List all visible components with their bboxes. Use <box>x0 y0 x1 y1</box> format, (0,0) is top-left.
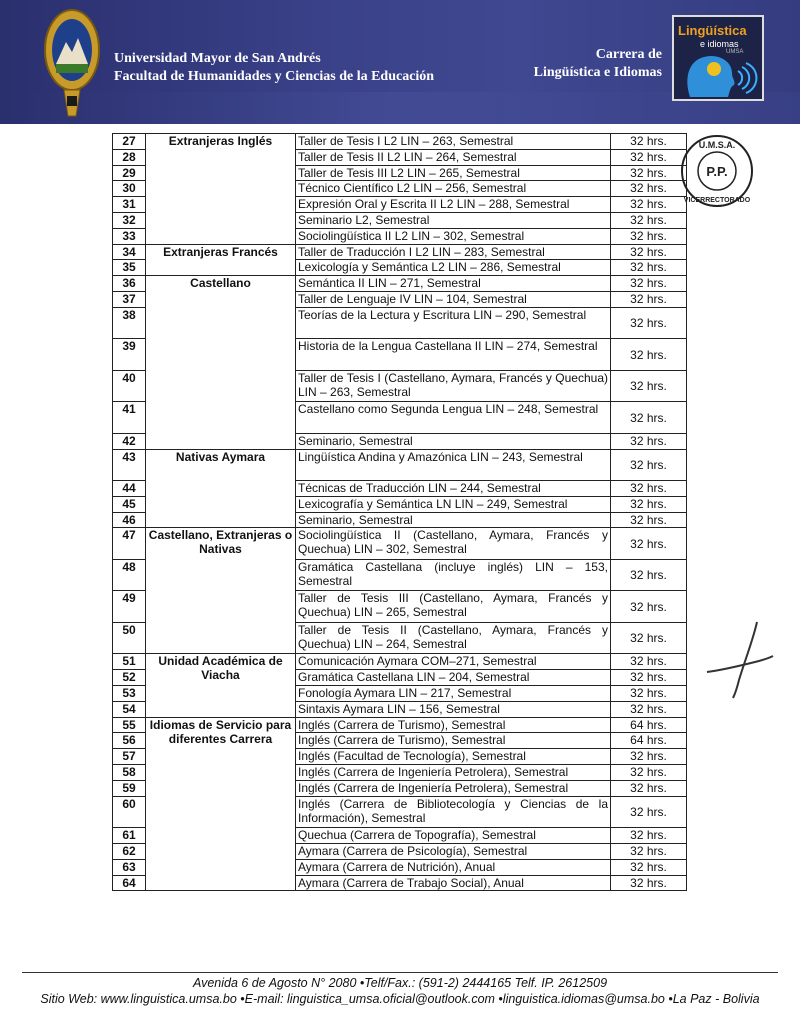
career-name-block <box>534 46 662 82</box>
logo-title: Lingüística <box>678 23 747 38</box>
course-name: Sociolingüística II (Castellano, Aymara, Francés y Quechua) LIN – 302, Semestral <box>296 528 611 560</box>
university-name: Universidad Mayor de San Andrés <box>114 51 321 66</box>
hours-value: 32 hrs. <box>611 780 687 796</box>
row-number: 40 <box>113 370 146 402</box>
row-number: 32 <box>113 212 146 228</box>
svg-text:VICERRECTORADO: VICERRECTORADO <box>683 197 751 204</box>
row-number: 51 <box>113 654 146 670</box>
table-row <box>113 717 687 733</box>
faculty-name: Facultad de Humanidades y Ciencias de la Educación <box>114 69 435 84</box>
hours-value: 32 hrs. <box>611 622 687 654</box>
hours-value: 32 hrs. <box>611 260 687 276</box>
row-number: 38 <box>113 307 146 339</box>
row-number: 39 <box>113 339 146 371</box>
row-number: 64 <box>113 875 146 891</box>
course-name: Lexicología y Semántica L2 LIN – 286, Semestral <box>296 260 611 276</box>
course-name: Inglés (Facultad de Tecnología), Semestral <box>296 749 611 765</box>
row-number: 53 <box>113 686 146 702</box>
row-number: 48 <box>113 559 146 591</box>
row-number: 60 <box>113 796 146 828</box>
hours-value: 32 hrs. <box>611 796 687 828</box>
table-row <box>113 244 687 260</box>
course-name: Seminario L2, Semestral <box>296 212 611 228</box>
svg-text:P.P.: P.P. <box>706 164 728 179</box>
row-number: 37 <box>113 291 146 307</box>
course-table-body <box>113 134 687 891</box>
course-name: Inglés (Carrera de Turismo), Semestral <box>296 717 611 733</box>
university-name-block <box>114 50 434 86</box>
course-name: Expresión Oral y Escrita II L2 LIN – 288, Semestral <box>296 197 611 213</box>
course-name: Gramática Castellana LIN – 204, Semestral <box>296 670 611 686</box>
row-number: 28 <box>113 149 146 165</box>
course-name: Seminario, Semestral <box>296 433 611 449</box>
row-number: 57 <box>113 749 146 765</box>
hours-value: 32 hrs. <box>611 843 687 859</box>
hours-value: 32 hrs. <box>611 481 687 497</box>
hours-value: 64 hrs. <box>611 733 687 749</box>
hours-value: 32 hrs. <box>611 433 687 449</box>
row-number: 56 <box>113 733 146 749</box>
group-label: Extranjeras Inglés <box>146 134 296 245</box>
row-number: 44 <box>113 481 146 497</box>
group-label: Castellano, Extranjeras o Nativas <box>146 528 296 654</box>
course-name: Sociolingüística II L2 LIN – 302, Semestral <box>296 228 611 244</box>
logo-subtitle: e idiomas <box>700 39 739 49</box>
row-number: 30 <box>113 181 146 197</box>
hours-value: 32 hrs. <box>611 559 687 591</box>
group-label: Unidad Académica de Viacha <box>146 654 296 717</box>
course-name: Aymara (Carrera de Nutrición), Anual <box>296 859 611 875</box>
hours-value: 32 hrs. <box>611 875 687 891</box>
row-number: 47 <box>113 528 146 560</box>
hours-value: 32 hrs. <box>611 859 687 875</box>
course-name: Quechua (Carrera de Topografía), Semestral <box>296 828 611 844</box>
logo-small-text: UMSA <box>726 49 744 55</box>
hours-value: 32 hrs. <box>611 228 687 244</box>
course-name: Taller de Traducción I L2 LIN – 283, Semestral <box>296 244 611 260</box>
course-name: Taller de Tesis II L2 LIN – 264, Semestral <box>296 149 611 165</box>
hours-value: 32 hrs. <box>611 749 687 765</box>
group-label: Nativas Aymara <box>146 449 296 528</box>
course-name: Inglés (Carrera de Bibliotecología y Ciencias de la Información), Semestral <box>296 796 611 828</box>
row-number: 36 <box>113 276 146 292</box>
course-name: Aymara (Carrera de Psicología), Semestral <box>296 843 611 859</box>
hours-value: 32 hrs. <box>611 828 687 844</box>
course-name: Semántica II LIN – 271, Semestral <box>296 276 611 292</box>
course-name: Taller de Tesis I L2 LIN – 263, Semestral <box>296 134 611 150</box>
official-stamp <box>678 132 756 210</box>
hours-value: 32 hrs. <box>611 339 687 371</box>
row-number: 43 <box>113 449 146 481</box>
hours-value: 32 hrs. <box>611 528 687 560</box>
university-crest-icon <box>42 6 102 118</box>
group-label: Castellano <box>146 276 296 449</box>
course-name: Lexicografía y Semántica LN LIN – 249, Semestral <box>296 496 611 512</box>
course-name: Taller de Lenguaje IV LIN – 104, Semestral <box>296 291 611 307</box>
hours-value: 32 hrs. <box>611 291 687 307</box>
svg-text:U.M.S.A.: U.M.S.A. <box>698 140 736 150</box>
group-label: Extranjeras Francés <box>146 244 296 276</box>
row-number: 34 <box>113 244 146 260</box>
table-row <box>113 654 687 670</box>
course-table <box>112 133 687 891</box>
row-number: 46 <box>113 512 146 528</box>
hours-value: 32 hrs. <box>611 670 687 686</box>
hours-value: 32 hrs. <box>611 307 687 339</box>
course-name: Inglés (Carrera de Ingeniería Petrolera), Semestral <box>296 765 611 781</box>
course-name: Taller de Tesis III (Castellano, Aymara, Francés y Quechua) LIN – 265, Semestral <box>296 591 611 623</box>
course-name: Técnicas de Traducción LIN – 244, Semestral <box>296 481 611 497</box>
course-name: Inglés (Carrera de Turismo), Semestral <box>296 733 611 749</box>
row-number: 42 <box>113 433 146 449</box>
course-name: Seminario, Semestral <box>296 512 611 528</box>
hours-value: 32 hrs. <box>611 701 687 717</box>
hours-value: 32 hrs. <box>611 134 687 150</box>
hours-value: 32 hrs. <box>611 197 687 213</box>
row-number: 33 <box>113 228 146 244</box>
hours-value: 32 hrs. <box>611 276 687 292</box>
hours-value: 32 hrs. <box>611 591 687 623</box>
row-number: 50 <box>113 622 146 654</box>
course-name: Sintaxis Aymara LIN – 156, Semestral <box>296 701 611 717</box>
footer-address: Avenida 6 de Agosto N° 2080 •Telf/Fax.: (591-2) 2444165 Telf. IP. 2612509 <box>192 976 608 990</box>
row-number: 45 <box>113 496 146 512</box>
row-number: 62 <box>113 843 146 859</box>
table-row <box>113 528 687 560</box>
course-name: Gramática Castellana (incluye inglés) LIN – 153, Semestral <box>296 559 611 591</box>
course-name: Taller de Tesis III L2 LIN – 265, Semestral <box>296 165 611 181</box>
group-label: Idiomas de Servicio para diferentes Carrera <box>146 717 296 891</box>
row-number: 58 <box>113 765 146 781</box>
table-row <box>113 276 687 292</box>
course-name: Comunicación Aymara COM–271, Semestral <box>296 654 611 670</box>
course-name: Teorías de la Lectura y Escritura LIN – 290, Semestral <box>296 307 611 339</box>
footer-web: Sitio Web: www.linguistica.umsa.bo •E-mail: linguistica_umsa.oficial@outlook.com •linguistica.idiomas@umsa.bo •La Paz - Bolivia <box>40 992 760 1006</box>
row-number: 63 <box>113 859 146 875</box>
row-number: 35 <box>113 260 146 276</box>
row-number: 27 <box>113 134 146 150</box>
hours-value: 32 hrs. <box>611 402 687 434</box>
hours-value: 32 hrs. <box>611 244 687 260</box>
course-name: Historia de la Lengua Castellana II LIN – 274, Semestral <box>296 339 611 371</box>
hours-value: 32 hrs. <box>611 212 687 228</box>
hours-value: 32 hrs. <box>611 654 687 670</box>
hours-value: 32 hrs. <box>611 370 687 402</box>
course-name: Fonología Aymara LIN – 217, Semestral <box>296 686 611 702</box>
row-number: 59 <box>113 780 146 796</box>
career-line-2: Lingüística e Idiomas <box>533 65 662 80</box>
hours-value: 32 hrs. <box>611 686 687 702</box>
row-number: 61 <box>113 828 146 844</box>
hours-value: 32 hrs. <box>611 165 687 181</box>
row-number: 54 <box>113 701 146 717</box>
course-name: Inglés (Carrera de Ingeniería Petrolera), Semestral <box>296 780 611 796</box>
row-number: 41 <box>113 402 146 434</box>
course-name: Aymara (Carrera de Trabajo Social), Anual <box>296 875 611 891</box>
table-row <box>113 449 687 481</box>
row-number: 29 <box>113 165 146 181</box>
table-row <box>113 134 687 150</box>
row-number: 49 <box>113 591 146 623</box>
row-number: 52 <box>113 670 146 686</box>
course-name: Taller de Tesis II (Castellano, Aymara, Francés y Quechua) LIN – 264, Semestral <box>296 622 611 654</box>
hours-value: 32 hrs. <box>611 765 687 781</box>
hours-value: 64 hrs. <box>611 717 687 733</box>
hours-value: 32 hrs. <box>611 149 687 165</box>
hours-value: 32 hrs. <box>611 512 687 528</box>
footer-divider <box>22 972 778 973</box>
course-name: Castellano como Segunda Lengua LIN – 248, Semestral <box>296 402 611 434</box>
row-number: 31 <box>113 197 146 213</box>
handwritten-signature <box>705 620 775 700</box>
hours-value: 32 hrs. <box>611 496 687 512</box>
hours-value: 32 hrs. <box>611 449 687 481</box>
course-name: Técnico Científico L2 LIN – 256, Semestral <box>296 181 611 197</box>
linguistica-logo <box>672 15 764 101</box>
course-name: Lingüística Andina y Amazónica LIN – 243, Semestral <box>296 449 611 481</box>
hours-value: 32 hrs. <box>611 181 687 197</box>
header-banner <box>0 0 800 124</box>
head-profile-icon <box>674 17 764 101</box>
career-line-1: Carrera de <box>595 47 662 62</box>
row-number: 55 <box>113 717 146 733</box>
course-name: Taller de Tesis I (Castellano, Aymara, Francés y Quechua) LIN – 263, Semestral <box>296 370 611 402</box>
